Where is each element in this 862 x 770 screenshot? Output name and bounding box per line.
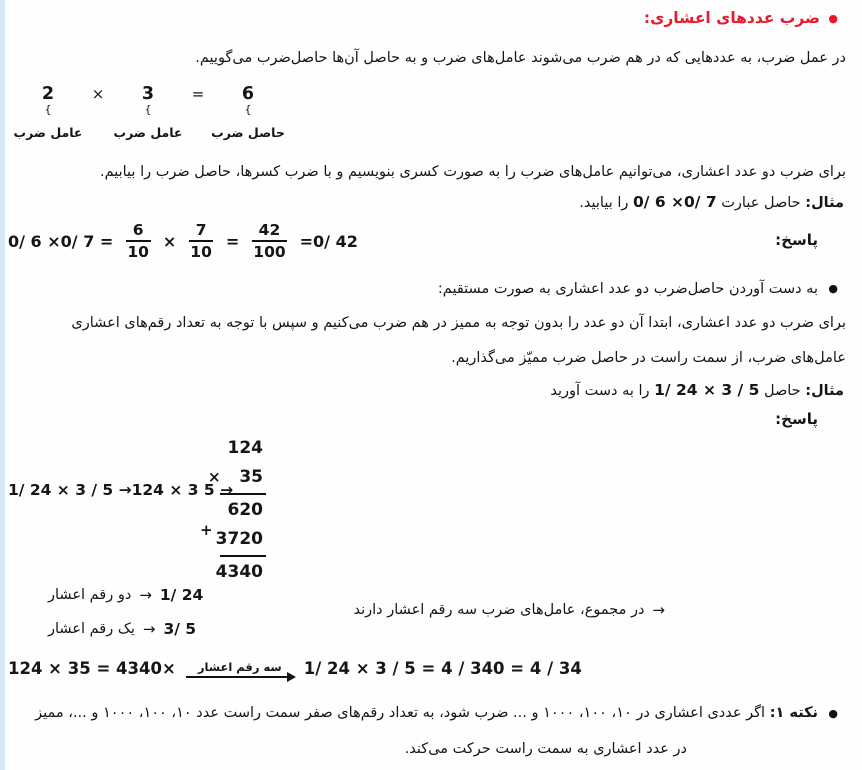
long-multiplication — [200, 434, 266, 587]
equation-lhs: 0/ 6 ×0/ 7 = — [8, 231, 114, 251]
note-label: نکته ۱: — [769, 705, 818, 721]
equals-sign: = — [191, 85, 205, 103]
direct-method-description-line1: برای ضرب دو عدد اعشاری، ابتدا آن دو عدد را بدون توجه به ممیز در هم ضرب می‌کنیم و سپس با توجه به تعداد رقم‌های اعشاری — [71, 315, 846, 331]
multiplication-lead: 1/ 24 × 3 / 5 →124 × 3 5 → — [8, 481, 234, 499]
left-edge-strip — [0, 0, 5, 770]
factor1-value: 2 — [41, 84, 55, 104]
arrow-shaft — [186, 676, 292, 678]
intro-text: در عمل ضرب، به عددهایی که در هم ضرب می‌شوند عامل‌های ضرب و به حاصل آن‌ها حاصل‌ضرب می‌گوییم. — [195, 50, 846, 66]
product-label: حاصل ضرب — [211, 125, 285, 140]
multiplier-row — [200, 463, 266, 492]
multiplier-value: 35 — [239, 467, 263, 487]
right-arrow-icon: → — [652, 601, 665, 619]
direct-method-description-line2: عامل‌های ضرب، از سمت راست در حاصل ضرب ممیّز می‌گذاریم. — [451, 350, 846, 366]
underbrace-icon: { — [44, 103, 52, 116]
rule-line — [220, 493, 266, 495]
factor2-value: 3 — [141, 84, 155, 104]
equals-sign: = — [225, 231, 240, 251]
bullet-icon: ● — [828, 282, 838, 295]
factor-diagram — [13, 84, 285, 140]
example1-before: حاصل عبارت — [721, 195, 801, 211]
page-title: ضرب عددهای اعشاری: — [643, 9, 820, 27]
right-arrow-icon: → — [139, 586, 152, 604]
numerator: 7 — [189, 220, 214, 242]
underbrace-icon: { — [244, 103, 252, 116]
answer2-label: پاسخ: — [775, 410, 818, 428]
partial1-row: 620 — [227, 500, 263, 520]
factor2-column — [113, 84, 183, 140]
red-bullet-icon: ● — [828, 12, 838, 25]
example1-after: را بیابید. — [579, 195, 629, 211]
numerator: 6 — [126, 220, 151, 242]
fraction-7-10 — [183, 220, 219, 262]
rule-line — [220, 555, 266, 557]
decimal-count-row2 — [48, 620, 196, 638]
right-arrowhead-icon — [287, 672, 296, 682]
partial2-row — [200, 521, 266, 554]
factor2-label: عامل ضرب — [113, 125, 183, 140]
row2-value: 3/ 5 — [163, 620, 197, 638]
conclusion-rhs: 1/ 24 × 3 / 5 = 4 / 340 = 4 / 34 — [303, 659, 582, 678]
factor1-label: عامل ضرب — [13, 125, 83, 140]
result-row: 4340 — [215, 562, 263, 582]
conclusion-line — [8, 648, 582, 688]
answer1-label: پاسخ: — [775, 231, 818, 249]
example2-expression: 1/ 24 × 3 / 5 — [654, 381, 760, 399]
summary-text: در مجموع، عامل‌های ضرب سه رقم اعشار دارند — [353, 602, 645, 618]
product-column — [211, 84, 285, 140]
fraction-method-description: برای ضرب دو عدد اعشاری، می‌توانیم عامل‌های ضرب را به صورت کسری بنویسیم و با ضرب کسرها، حاصل ضرب را بیابیم. — [99, 164, 846, 180]
underbrace-icon: { — [144, 103, 152, 116]
example2-label: مثال: — [805, 383, 844, 399]
times-sign: × — [162, 231, 177, 251]
decimal-count-summary — [353, 601, 665, 619]
bullet-icon: ● — [828, 707, 838, 720]
product-value: 6 — [241, 84, 255, 104]
labeled-arrow — [186, 648, 294, 688]
direct-method-heading: به دست آوردن حاصل‌ضرب دو عدد اعشاری به صورت مستقیم: — [437, 281, 818, 297]
multiplicand-row: 124 — [227, 438, 263, 458]
example1-line — [579, 191, 844, 215]
note-line2: در عدد اعشاری به سمت راست حرکت می‌کند. — [404, 741, 687, 757]
plus-sign: + — [200, 521, 213, 539]
fraction-6-10 — [120, 220, 156, 262]
fraction-42-100 — [246, 220, 292, 262]
arrow-label: سه رقم اعشار — [197, 660, 282, 674]
example1-expression: 0/ 6 ×0/ 7 — [633, 193, 717, 211]
example2-before: حاصل — [763, 383, 801, 399]
factor1-column — [13, 84, 83, 140]
decimal-count-row1 — [48, 586, 203, 604]
right-arrow-icon: → — [142, 620, 156, 638]
row2-label: یک رقم اعشار — [48, 621, 135, 637]
note-line1 — [35, 702, 818, 725]
example2-after: را به دست آورید — [550, 383, 650, 399]
partial2-value: 3720 — [215, 529, 263, 549]
times-sign: × — [91, 85, 105, 103]
example1-label: مثال: — [805, 195, 844, 211]
note-text-line1: اگر عددی اعشاری در ۱۰، ۱۰۰، ۱۰۰۰ و ... ضرب شود، به تعداد رقم‌های صفر سمت راست عدد ۱۰، ۱۰۰، ۱۰۰۰ و ...، ممیز — [35, 705, 766, 721]
fraction-equation — [8, 220, 358, 262]
conclusion-lhs: 124 × 35 = 4340× — [8, 659, 176, 678]
denominator: 10 — [127, 243, 149, 261]
denominator: 100 — [253, 243, 286, 261]
equation-rhs: =0/ 42 — [299, 231, 358, 251]
numerator: 42 — [252, 220, 288, 242]
row1-label: دو رقم اعشار — [48, 587, 132, 603]
example2-line — [550, 379, 844, 403]
times-sign: × — [208, 468, 221, 486]
denominator: 10 — [190, 243, 212, 261]
row1-value: 1/ 24 — [159, 586, 204, 604]
